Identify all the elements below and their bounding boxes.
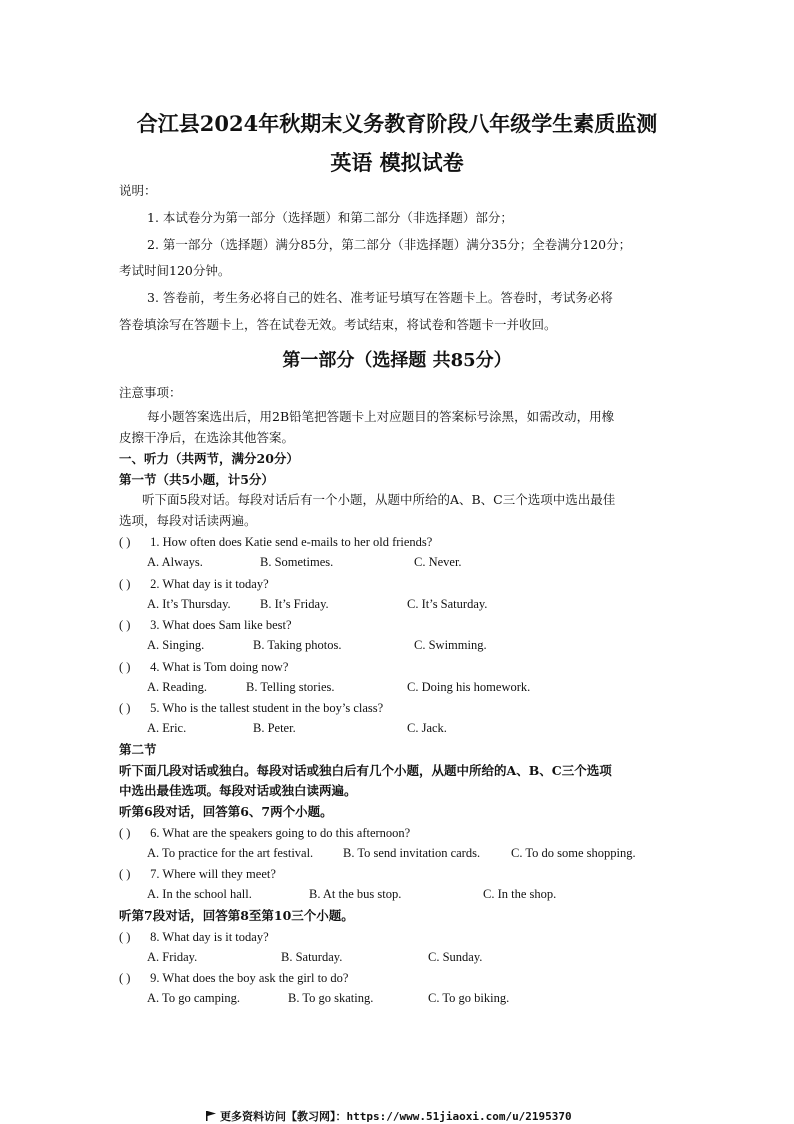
option-b: B. Taking photos. [253, 638, 342, 652]
dialog7-heading: 听第7段对话，回答第8至第10三个小题。 [119, 908, 354, 923]
notes-text-a: 每小题答案选出后，用2B铅笔把答题卡上对应题目的答案标号涂黑，如需改动，用橡 [147, 409, 615, 424]
instruction-item-3a: 3. 答卷前，考生务必将自己的姓名、准考证号填写在答题卡上。答卷时，考试务必将 [147, 290, 613, 305]
question-6 [119, 825, 410, 841]
exam-title: 合江县2024年秋期末义务教育阶段八年级学生素质监测 [136, 111, 658, 136]
dialog6-heading: 听第6段对话，回答第6、7两个小题。 [119, 804, 333, 819]
option-c: C. In the shop. [483, 887, 557, 901]
question-7 [119, 866, 276, 882]
notes-label: 注意事项： [119, 385, 182, 400]
answer-paren: ( ) [119, 867, 131, 881]
option-c: C. Swimming. [414, 638, 487, 652]
answer-paren: ( ) [119, 701, 131, 715]
option-a: A. In the school hall. [147, 887, 252, 901]
sub1-directions-a: 听下面5段对话。每段对话后有一个小题，从题中所给的A、B、C三个选项中选出最佳 [142, 492, 616, 507]
option-b: B. Peter. [253, 721, 296, 735]
option-b: B. Sometimes. [260, 555, 334, 569]
section1-sub1: 第一节（共5小题，计5分） [119, 472, 274, 487]
option-a: A. To practice for the art festival. [147, 846, 314, 860]
option-a: A. Eric. [147, 721, 187, 735]
answer-paren: ( ) [119, 660, 131, 674]
answer-paren: ( ) [119, 971, 131, 985]
answer-paren: ( ) [119, 577, 131, 591]
instruction-item-2a: 2. 第一部分（选择题）满分85分，第二部分（非选择题）满分35分；全卷满分120分； [147, 237, 632, 252]
question-2 [119, 576, 269, 592]
option-a: A. To go camping. [147, 991, 240, 1005]
question-text: 4. What is Tom doing now? [150, 660, 289, 674]
option-a: A. Reading. [147, 680, 208, 694]
option-b: B. To send invitation cards. [343, 846, 481, 860]
sub2-directions-a: 听下面几段对话或独白。每段对话或独白后有几个小题，从题中所给的A、B、C三个选项 [119, 763, 612, 778]
option-c: C. Jack. [407, 721, 447, 735]
question-5 [119, 700, 383, 716]
option-a: A. It’s Thursday. [147, 597, 231, 611]
option-c: C. It’s Saturday. [407, 597, 488, 611]
section1-heading: 一、听力（共两节，满分20分） [119, 451, 299, 466]
sub1-directions-b: 选项，每段对话读两遍。 [119, 513, 257, 528]
option-a: A. Always. [147, 555, 203, 569]
footer-link[interactable] [206, 1108, 572, 1124]
option-b: B. Telling stories. [246, 680, 335, 694]
part1-title: 第一部分（选择题 共85分） [282, 350, 512, 371]
option-c: C. To go biking. [428, 991, 510, 1005]
question-text: 8. What day is it today? [150, 930, 269, 944]
option-c: C. To do some shopping. [511, 846, 636, 860]
option-a: A. Singing. [147, 638, 205, 652]
option-c: C. Never. [414, 555, 462, 569]
answer-paren: ( ) [119, 930, 131, 944]
option-b: B. At the bus stop. [309, 887, 402, 901]
question-4 [119, 659, 288, 675]
question-text: 1. How often does Katie send e-mails to her old friends? [150, 535, 433, 549]
option-a: A. Friday. [147, 950, 198, 964]
instruction-item-1: 1. 本试卷分为第一部分（选择题）和第二部分（非选择题）部分； [147, 210, 513, 225]
flag-icon [206, 1111, 216, 1121]
question-text: 2. What day is it today? [150, 577, 269, 591]
exam-subtitle: 英语 模拟试卷 [330, 150, 464, 175]
sub2-directions-b: 中选出最佳选项。每段对话或独白读两遍。 [119, 783, 357, 798]
question-8 [119, 929, 269, 945]
notes-text-b: 皮擦干净后，在选涂其他答案。 [119, 430, 295, 445]
question-text: 5. Who is the tallest student in the boy’s class? [150, 701, 384, 715]
question-3 [119, 617, 292, 633]
instruction-item-2b: 考试时间120分钟。 [119, 263, 231, 278]
answer-paren: ( ) [119, 826, 131, 840]
section1-sub2: 第二节 [119, 742, 157, 757]
instructions-label: 说明： [119, 183, 157, 198]
question-text: 7. Where will they meet? [150, 867, 276, 881]
option-b: B. It’s Friday. [260, 597, 329, 611]
instruction-item-3b: 答卷填涂写在答题卡上，答在试卷无效。考试结束，将试卷和答题卡一并收回。 [119, 317, 557, 332]
answer-paren: ( ) [119, 618, 131, 632]
footer-text: 更多资料访问【教习网】：https://www.51jiaoxi.com/u/2195370 [220, 1110, 572, 1123]
question-text: 9. What does the boy ask the girl to do? [150, 971, 349, 985]
question-9 [119, 970, 348, 986]
option-b: B. To go skating. [288, 991, 374, 1005]
option-c: C. Doing his homework. [407, 680, 531, 694]
option-b: B. Saturday. [281, 950, 343, 964]
question-text: 6. What are the speakers going to do this afternoon? [150, 826, 411, 840]
question-text: 3. What does Sam like best? [150, 618, 292, 632]
option-c: C. Sunday. [428, 950, 483, 964]
answer-paren: ( ) [119, 535, 131, 549]
question-1 [119, 534, 432, 550]
